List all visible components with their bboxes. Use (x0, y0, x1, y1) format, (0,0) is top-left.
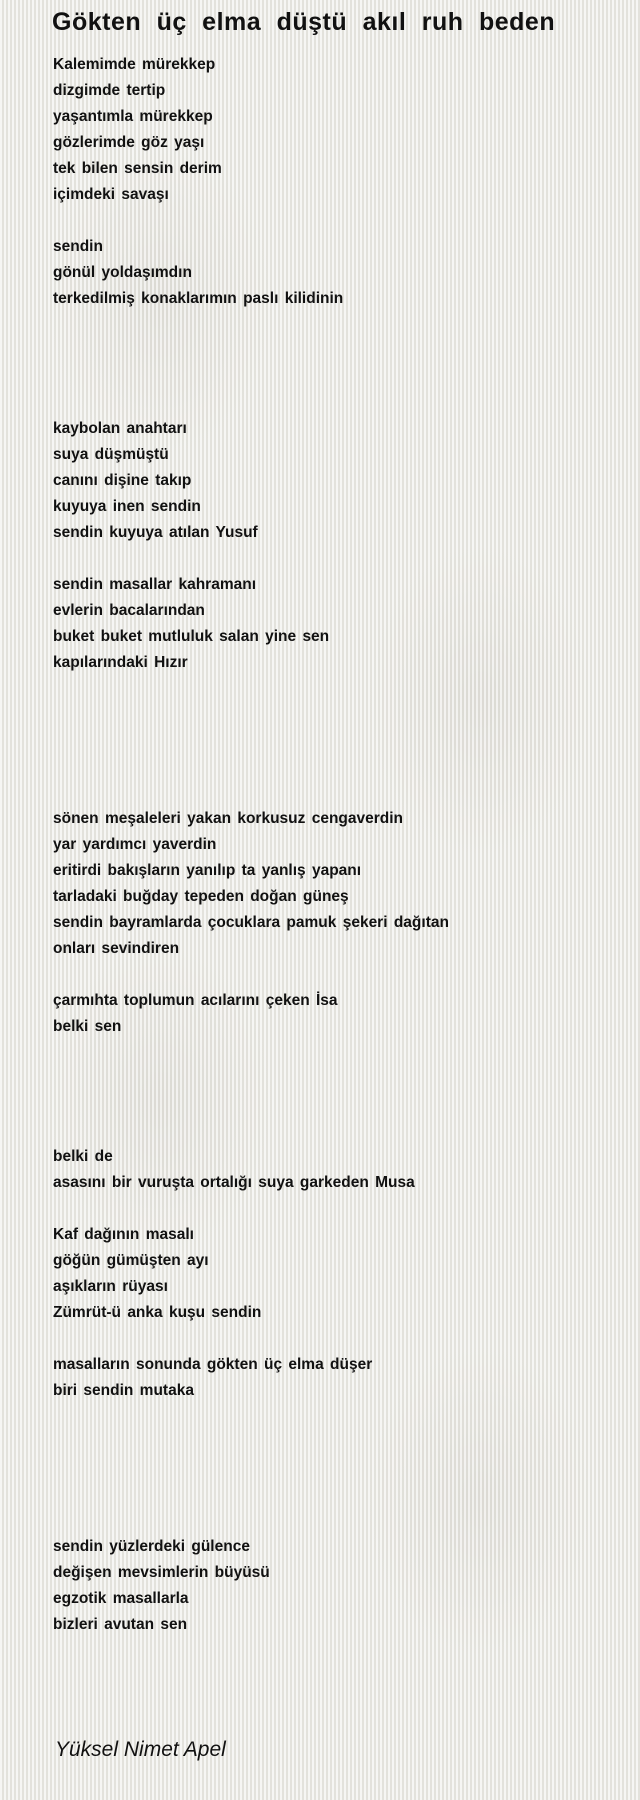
stanza-gap (53, 390, 613, 416)
stanza-gap (53, 780, 613, 806)
poem-line: canını dişine takıp (53, 472, 192, 489)
stanza-gap (53, 1404, 613, 1430)
poem-line: yar yardımcı yaverdin (53, 836, 217, 853)
poem-line: suya düşmüştü (53, 446, 169, 463)
poem-line: sendin masallar kahramanı (53, 576, 257, 593)
poem-line: asasını bir vuruşta ortalığı suya garkeden Musa (53, 1174, 415, 1191)
poem-line: sendin bayramlarda çocuklara pamuk şekeri dağıtan (53, 914, 449, 931)
stanza-gap (53, 364, 613, 390)
stanza-gap (53, 728, 613, 754)
stanza-gap (53, 1430, 613, 1456)
poem-title: Gökten üç elma düştü akıl ruh beden (52, 8, 556, 36)
stanza-gap (53, 702, 613, 728)
poem-line: içimdeki savaşı (53, 186, 169, 203)
poem-line: onları sevindiren (53, 940, 180, 957)
poem-line: evlerin bacalarından (53, 602, 205, 619)
poem-line: bizleri avutan sen (53, 1616, 188, 1633)
poem-line: masalların sonunda gökten üç elma düşer (53, 1356, 373, 1373)
poem-line: Kalemimde mürekkep (53, 56, 216, 73)
stanza-gap (53, 676, 613, 702)
poem-line: sendin (53, 238, 103, 255)
poem-line: sendin kuyuya atılan Yusuf (53, 524, 258, 541)
poem-line: belki de (53, 1148, 113, 1165)
poem-line: değişen mevsimlerin büyüsü (53, 1564, 270, 1581)
stanza-gap (53, 1482, 613, 1508)
poem-line: Kaf dağının masalı (53, 1226, 194, 1243)
poem-line: dizgimde tertip (53, 82, 166, 99)
stanza-gap (53, 1196, 613, 1222)
poem-line: kaybolan anahtarı (53, 420, 187, 437)
stanza-gap (53, 754, 613, 780)
poem-line: belki sen (53, 1018, 122, 1035)
stanza-gap (53, 208, 613, 234)
poem-line: çarmıhta toplumun acılarını çeken İsa (53, 992, 338, 1009)
poem-line: göğün gümüşten ayı (53, 1252, 209, 1269)
stanza-gap (53, 338, 613, 364)
poem-line: terkedilmiş konaklarımın paslı kilidinin (53, 290, 344, 307)
poem-line: kuyuya inen sendin (53, 498, 201, 515)
poem-line: gönül yoldaşımdın (53, 264, 192, 281)
stanza-gap (53, 1456, 613, 1482)
author-name: Yüksel Nimet Apel (55, 1738, 226, 1761)
poem-line: sendin yüzlerdeki gülence (53, 1538, 250, 1555)
poem-line: gözlerimde göz yaşı (53, 134, 205, 151)
stanza-gap (53, 1118, 613, 1144)
stanza-gap (53, 1508, 613, 1534)
stanza-gap (53, 1040, 613, 1066)
poem-line: kapılarındaki Hızır (53, 654, 188, 671)
poem-line: buket buket mutluluk salan yine sen (53, 628, 330, 645)
poem-line: tarladaki buğday tepeden doğan güneş (53, 888, 349, 905)
poem-body (53, 52, 613, 1638)
poem-line: eritirdi bakışların yanılıp ta yanlış yapanı (53, 862, 362, 879)
poem-line: egzotik masallarla (53, 1590, 189, 1607)
stanza-gap (53, 312, 613, 338)
poem-line: biri sendin mutaka (53, 1382, 194, 1399)
stanza-gap (53, 962, 613, 988)
poem-line: yaşantımla mürekkep (53, 108, 213, 125)
stanza-gap (53, 1326, 613, 1352)
poem-line: Zümrüt-ü anka kuşu sendin (53, 1304, 262, 1321)
poem-line: aşıkların rüyası (53, 1278, 168, 1295)
stanza-gap (53, 1092, 613, 1118)
poem-line: tek bilen sensin derim (53, 160, 222, 177)
stanza-gap (53, 546, 613, 572)
poem-line: sönen meşaleleri yakan korkusuz cengaverdin (53, 810, 404, 827)
stanza-gap (53, 1066, 613, 1092)
